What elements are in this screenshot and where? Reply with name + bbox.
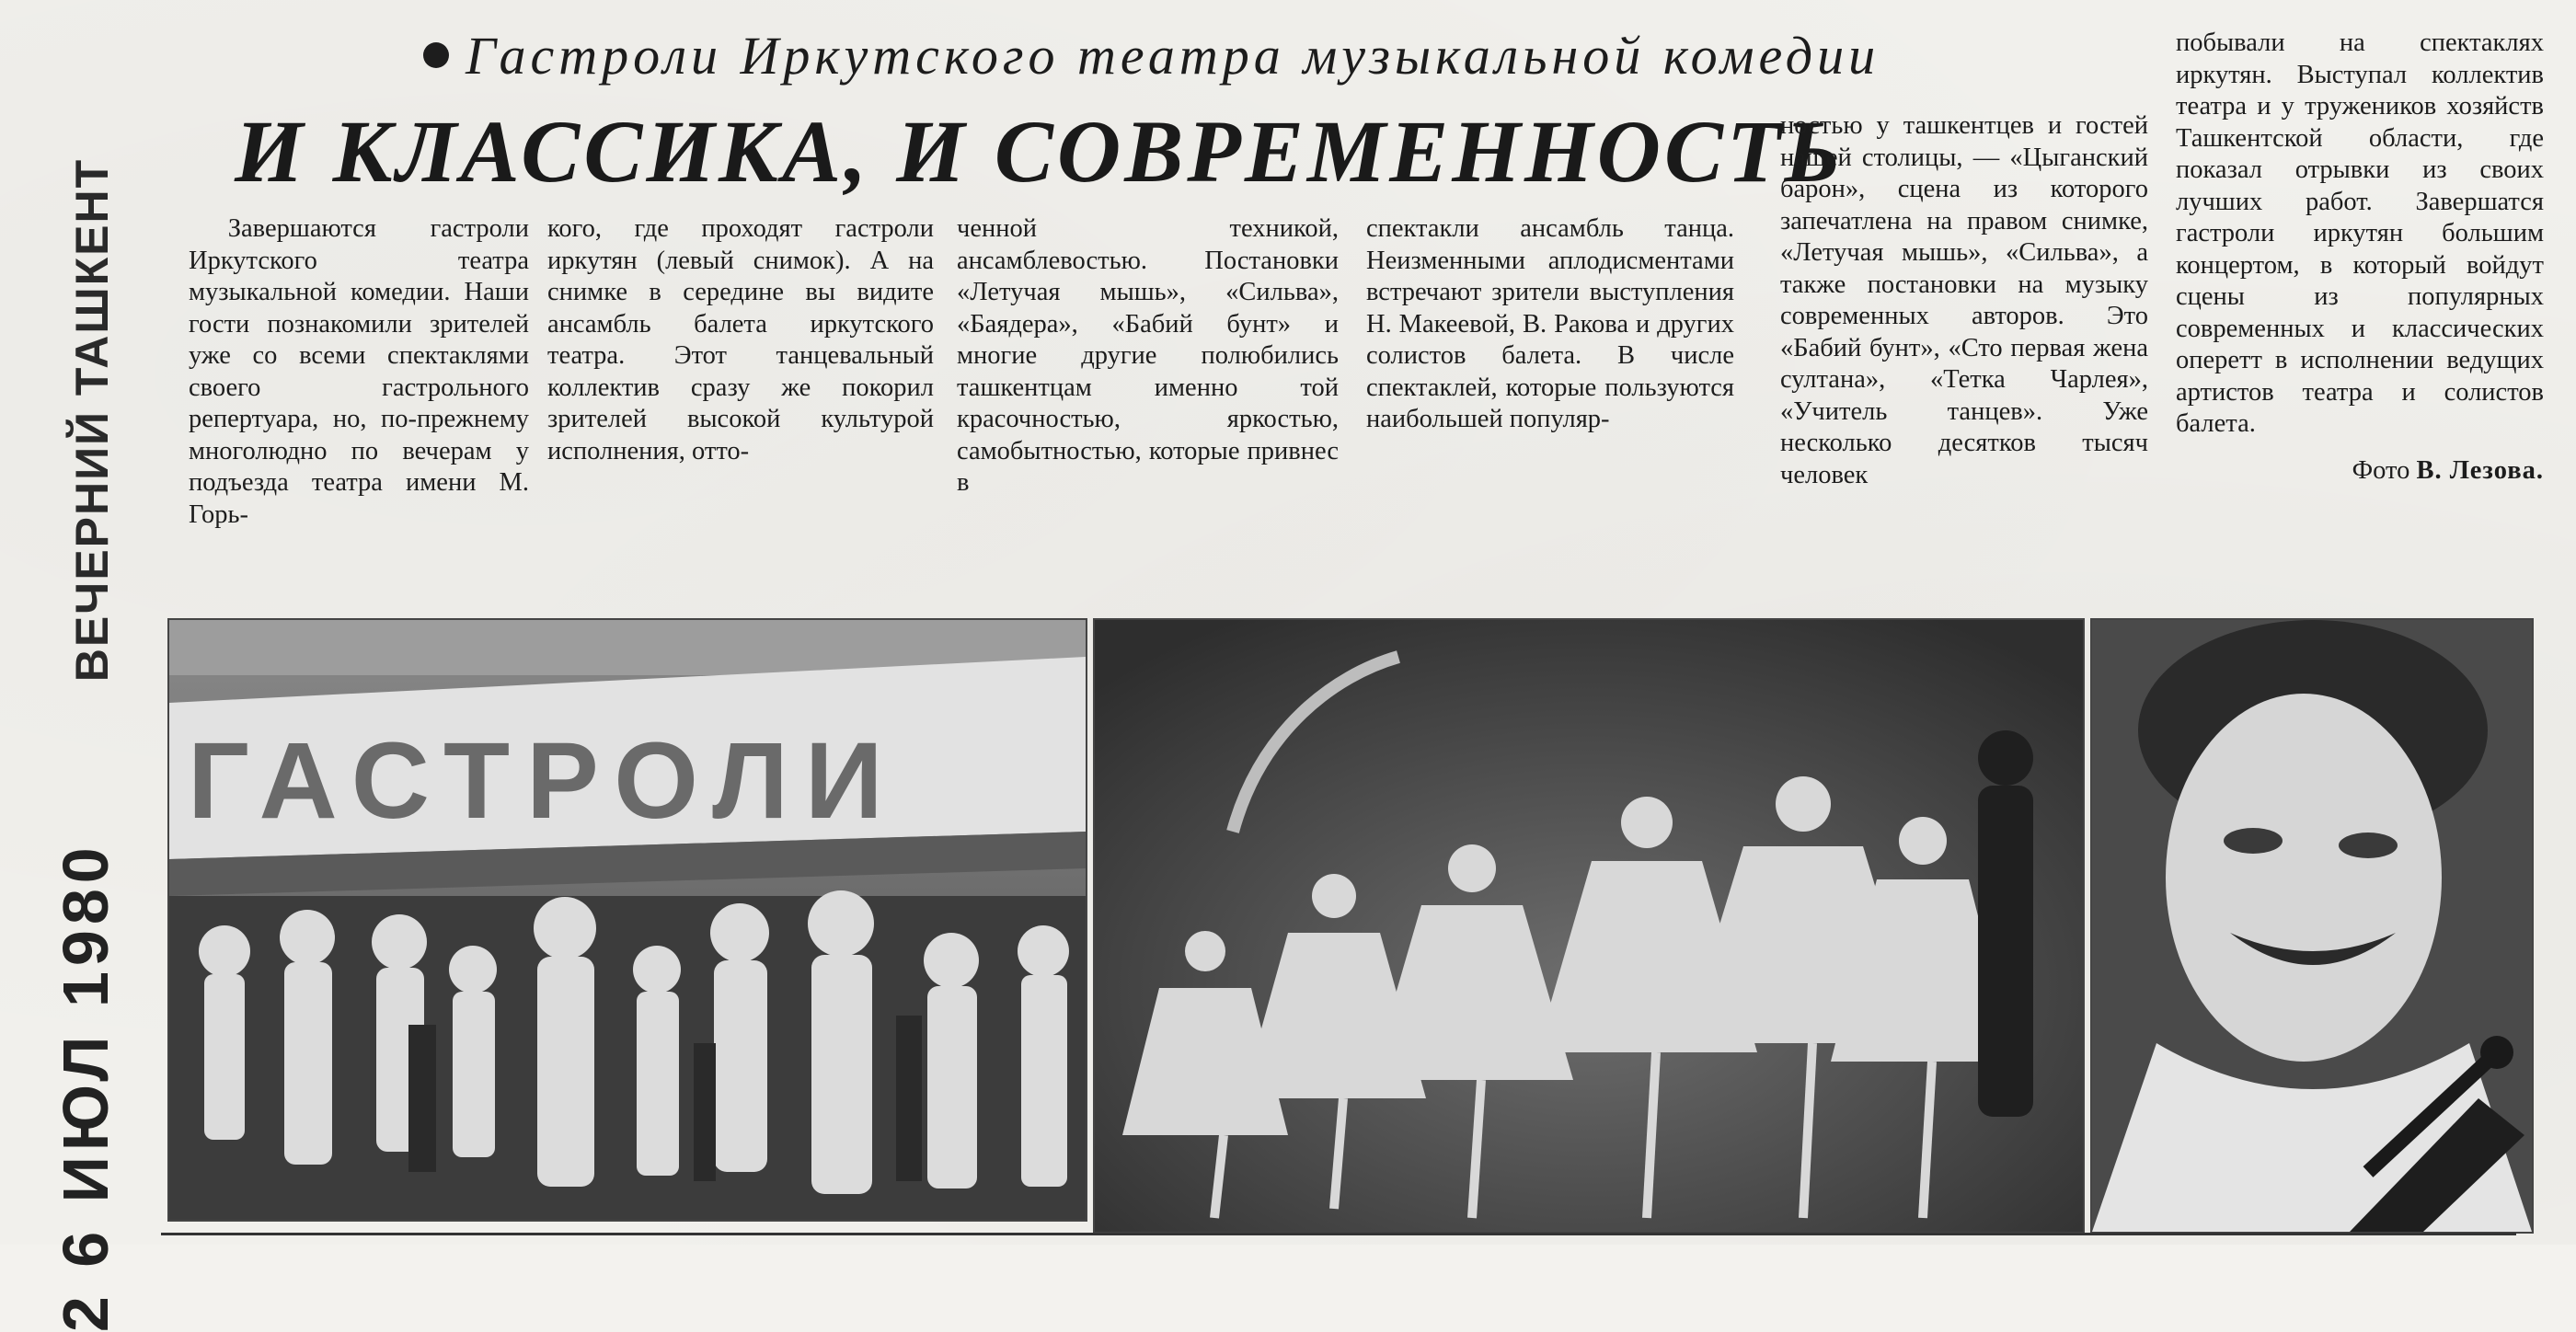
stamp-date: 2 6 ИЮЛ 1980 bbox=[50, 842, 121, 1332]
photo-performer-portrait bbox=[2090, 618, 2534, 1234]
column-5-text: ностью у ташкентцев и гостей нашей столицы, — «Цыганский барон», сцена из которого запечатлена на правом снимке, «Летучая мышь», «Сильва», а также постановки на музыку современных авторов. Это «Бабий бунт», «Сто первая жена султана», «Тетка Чарлея», «Учитель танцев». Уже несколько десятков тысяч человек bbox=[1780, 111, 2148, 489]
column-2-text: кого, где проходят гастроли иркутян (левый снимок). А на снимке в середине вы видите ансамбль балета иркутского театра. Этот танцевальный коллектив сразу же покорил зрителей высокой культурой исполнения, отто- bbox=[547, 214, 934, 465]
photo-performer-portrait-image bbox=[2092, 620, 2532, 1232]
article-column-6 bbox=[2176, 28, 2544, 618]
article-column-1 bbox=[189, 213, 529, 618]
article-column-2 bbox=[547, 213, 934, 618]
column-4-text: спектакли ансамбль танца. Неизменными аплодисментами встречают зрители выступления Н. Макеевой, В. Ракова и других солистов балета. В числе спектаклей, которые пользуются наибольшей популяр- bbox=[1366, 214, 1734, 433]
stamp-paper-name: ВЕЧЕРНИЙ ТАШКЕНТ bbox=[66, 157, 118, 683]
date-stamp bbox=[26, 157, 145, 1332]
photo-ballet-ensemble-image bbox=[1095, 620, 2083, 1232]
article-column-5 bbox=[1780, 110, 2148, 618]
stamp-text bbox=[49, 158, 122, 1332]
bottom-rule bbox=[161, 1233, 2516, 1235]
banner-text: ГАСТРОЛИ bbox=[188, 720, 900, 842]
article-column-4 bbox=[1366, 213, 1734, 618]
article-column-3 bbox=[957, 213, 1339, 618]
article-headline: И КЛАССИКА, И СОВРЕМЕННОСТЬ bbox=[235, 102, 1845, 201]
photo-credit bbox=[2176, 455, 2544, 488]
rubric-bullet-icon bbox=[423, 42, 449, 68]
photo-theatre-entrance bbox=[167, 618, 1087, 1222]
photo-ballet-ensemble bbox=[1093, 618, 2085, 1234]
column-3-text: ченной техникой, ансамблевостью. Постановки «Летучая мышь», «Сильва», «Баядера», «Бабий бунт» и многие другие полюбились ташкентцам именно той красочностью, яркостью, самобытностью, которые привнес в bbox=[957, 214, 1339, 497]
column-6-text: побывали на спектаклях иркутян. Выступал коллектив театра и у тружеников хозяйств Ташкентской области, где показал отрывки из своих лучших работ. Завершатся гастроли иркутян большим концертом, в который войдут сцены из популярных современных и классических оперетт в исполнении ведущих артистов театра и солистов балета. bbox=[2176, 29, 2544, 438]
column-1-text: Завершаются гастроли Иркутского театра музыкальной комедии. Наши гости познакомили зрителей уже со всеми спектаклями своего гастрольного репертуара, но, по-прежнему многолюдно по вечерам у подъезда театра имени М. Горь- bbox=[189, 214, 529, 529]
photo-credit-name: В. Лезова. bbox=[2416, 455, 2544, 485]
article-rubric bbox=[423, 18, 2070, 92]
photo-theatre-entrance-image bbox=[169, 620, 1086, 1220]
rubric-text: Гастроли Иркутского театра музыкальной комедии bbox=[466, 25, 1880, 86]
photo-credit-prefix: Фото bbox=[2352, 455, 2410, 485]
